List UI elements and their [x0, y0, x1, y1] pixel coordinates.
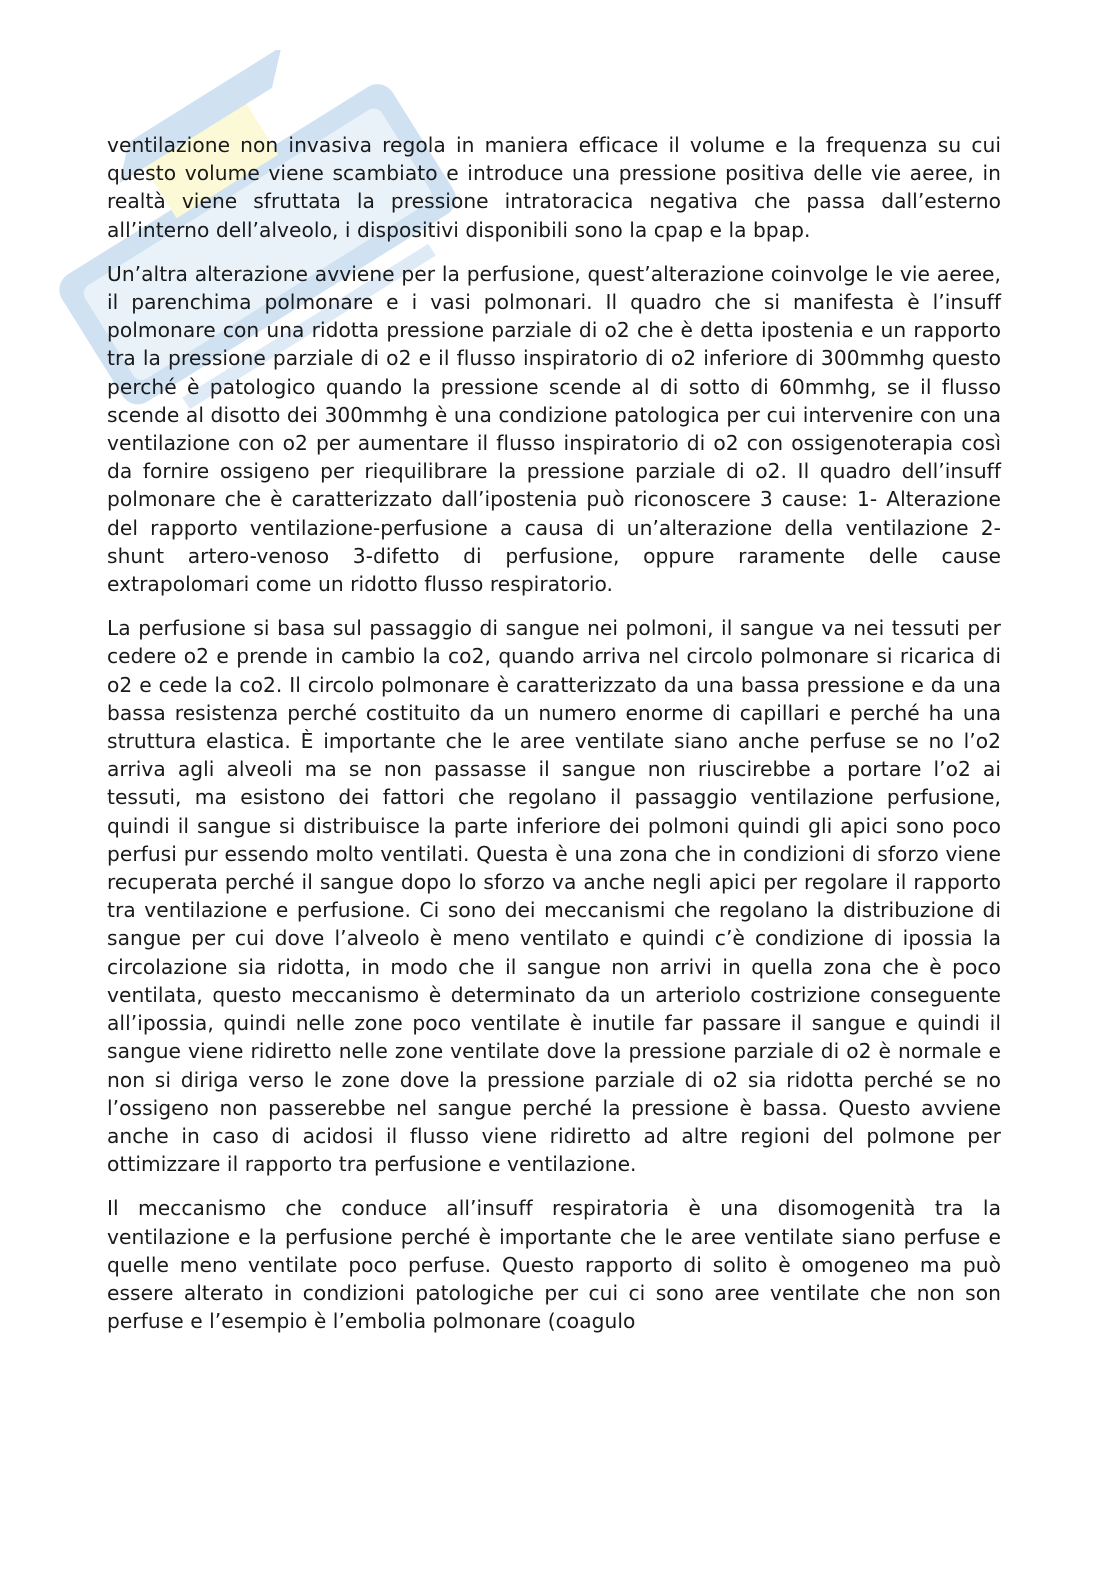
paragraph: La perfusione si basa sul passaggio di sangue nei polmoni, il sangue va nei tessuti per cedere o2 e prende in cambio la co2, quando arriva nel circolo polmonare si ricarica di o2 e cede la co2. Il circolo polmonare è caratterizzato da una bassa pressione e da una bassa resistenza perché costituito da un numero enorme di capillari e perché ha una struttura elastica. È importante che le aree ventilate siano anche perfuse se no l’o2 arriva agli alveoli ma se non passasse il sangue non riuscirebbe a portare l’o2 ai tessuti, ma esistono dei fattori che regolano il passaggio ventilazione perfusione, quindi il sangue si distribuisce la parte inferiore dei polmoni quindi gli apici sono poco perfusi pur essendo molto ventilati. Questa è una zona che in condizioni di sforzo viene recuperata perché il sangue dopo lo sforzo va anche negli apici per regolare il rapporto tra ventilazione e perfusione. Ci sono dei meccanismi che regolano la distribuzione di sangue per cui dove l’alveolo è meno ventilato e quindi c’è condizione di ipossia la circolazione sia ridotta, in modo che il sangue non arrivi in quella zona che è poco ventilata, questo meccanismo è determinato da un arteriolo costrizione conseguente all’ipossia, quindi nelle zone poco ventilate è inutile far passare il sangue e quindi il sangue viene ridiretto nelle zone ventilate dove la pressione parziale di o2 è normale e non si diriga verso le zone dove la pressione parziale di o2 sia ridotta perché se no l’ossigeno non passerebbe nel sangue perché la pressione è bassa. Questo avviene anche in caso di acidosi il flusso viene ridiretto ad altre regioni del polmone per ottimizzare il rapporto tra perfusione e ventilazione.	[107, 616, 1001, 1177]
paragraph: Il meccanismo che conduce all’insuff respiratoria è una disomogenità tra la ventilazione e la perfusione perché è importante che le aree ventilate siano perfuse e quelle meno ventilate poco perfuse. Questo rapporto di solito è omogeneo ma può essere alterato in condizioni patologiche per cui ci sono aree ventilate che non son perfuse e l’esempio è l’embolia polmonare (coagulo	[107, 1196, 1001, 1334]
paragraph: ventilazione non invasiva regola in maniera efficace il volume e la frequenza su cui questo volume viene scambiato e introduce una pressione positiva delle vie aeree, in realtà viene sfruttata la pressione intratoracica negativa che passa dall’esterno all’interno dell’alveolo, i dispositivi disponibili sono la cpap e la bpap.	[107, 133, 1001, 242]
paragraph: Un’altra alterazione avviene per la perfusione, quest’alterazione coinvolge le vie aeree, il parenchima polmonare e i vasi polmonari. Il quadro che si manifesta è l’insuff polmonare con una ridotta pressione parziale di o2 che è detta ipostenia e un rapporto tra la pressione parziale di o2 e il flusso inspiratorio di o2 inferiore di 300mmhg questo perché è patologico quando la pressione scende al di sotto di 60mmhg, se il flusso scende al disotto dei 300mmhg è una condizione patologica per cui intervenire con una ventilazione con o2 per aumentare il flusso inspiratorio di o2 con ossigenoterapia così da fornire ossigeno per riequilibrare la pressione parziale di o2. Il quadro dell’insuff polmonare che è caratterizzato dall’ipostenia può riconoscere 3 cause: 1- Alterazione del rapporto ventilazione-perfusione a causa di un’alterazione della ventilazione 2- shunt artero-venoso 3-difetto di perfusione, oppure raramente delle cause extrapolomari come un ridotto flusso respiratorio.	[107, 261, 1001, 597]
document-body	[107, 131, 1001, 1351]
